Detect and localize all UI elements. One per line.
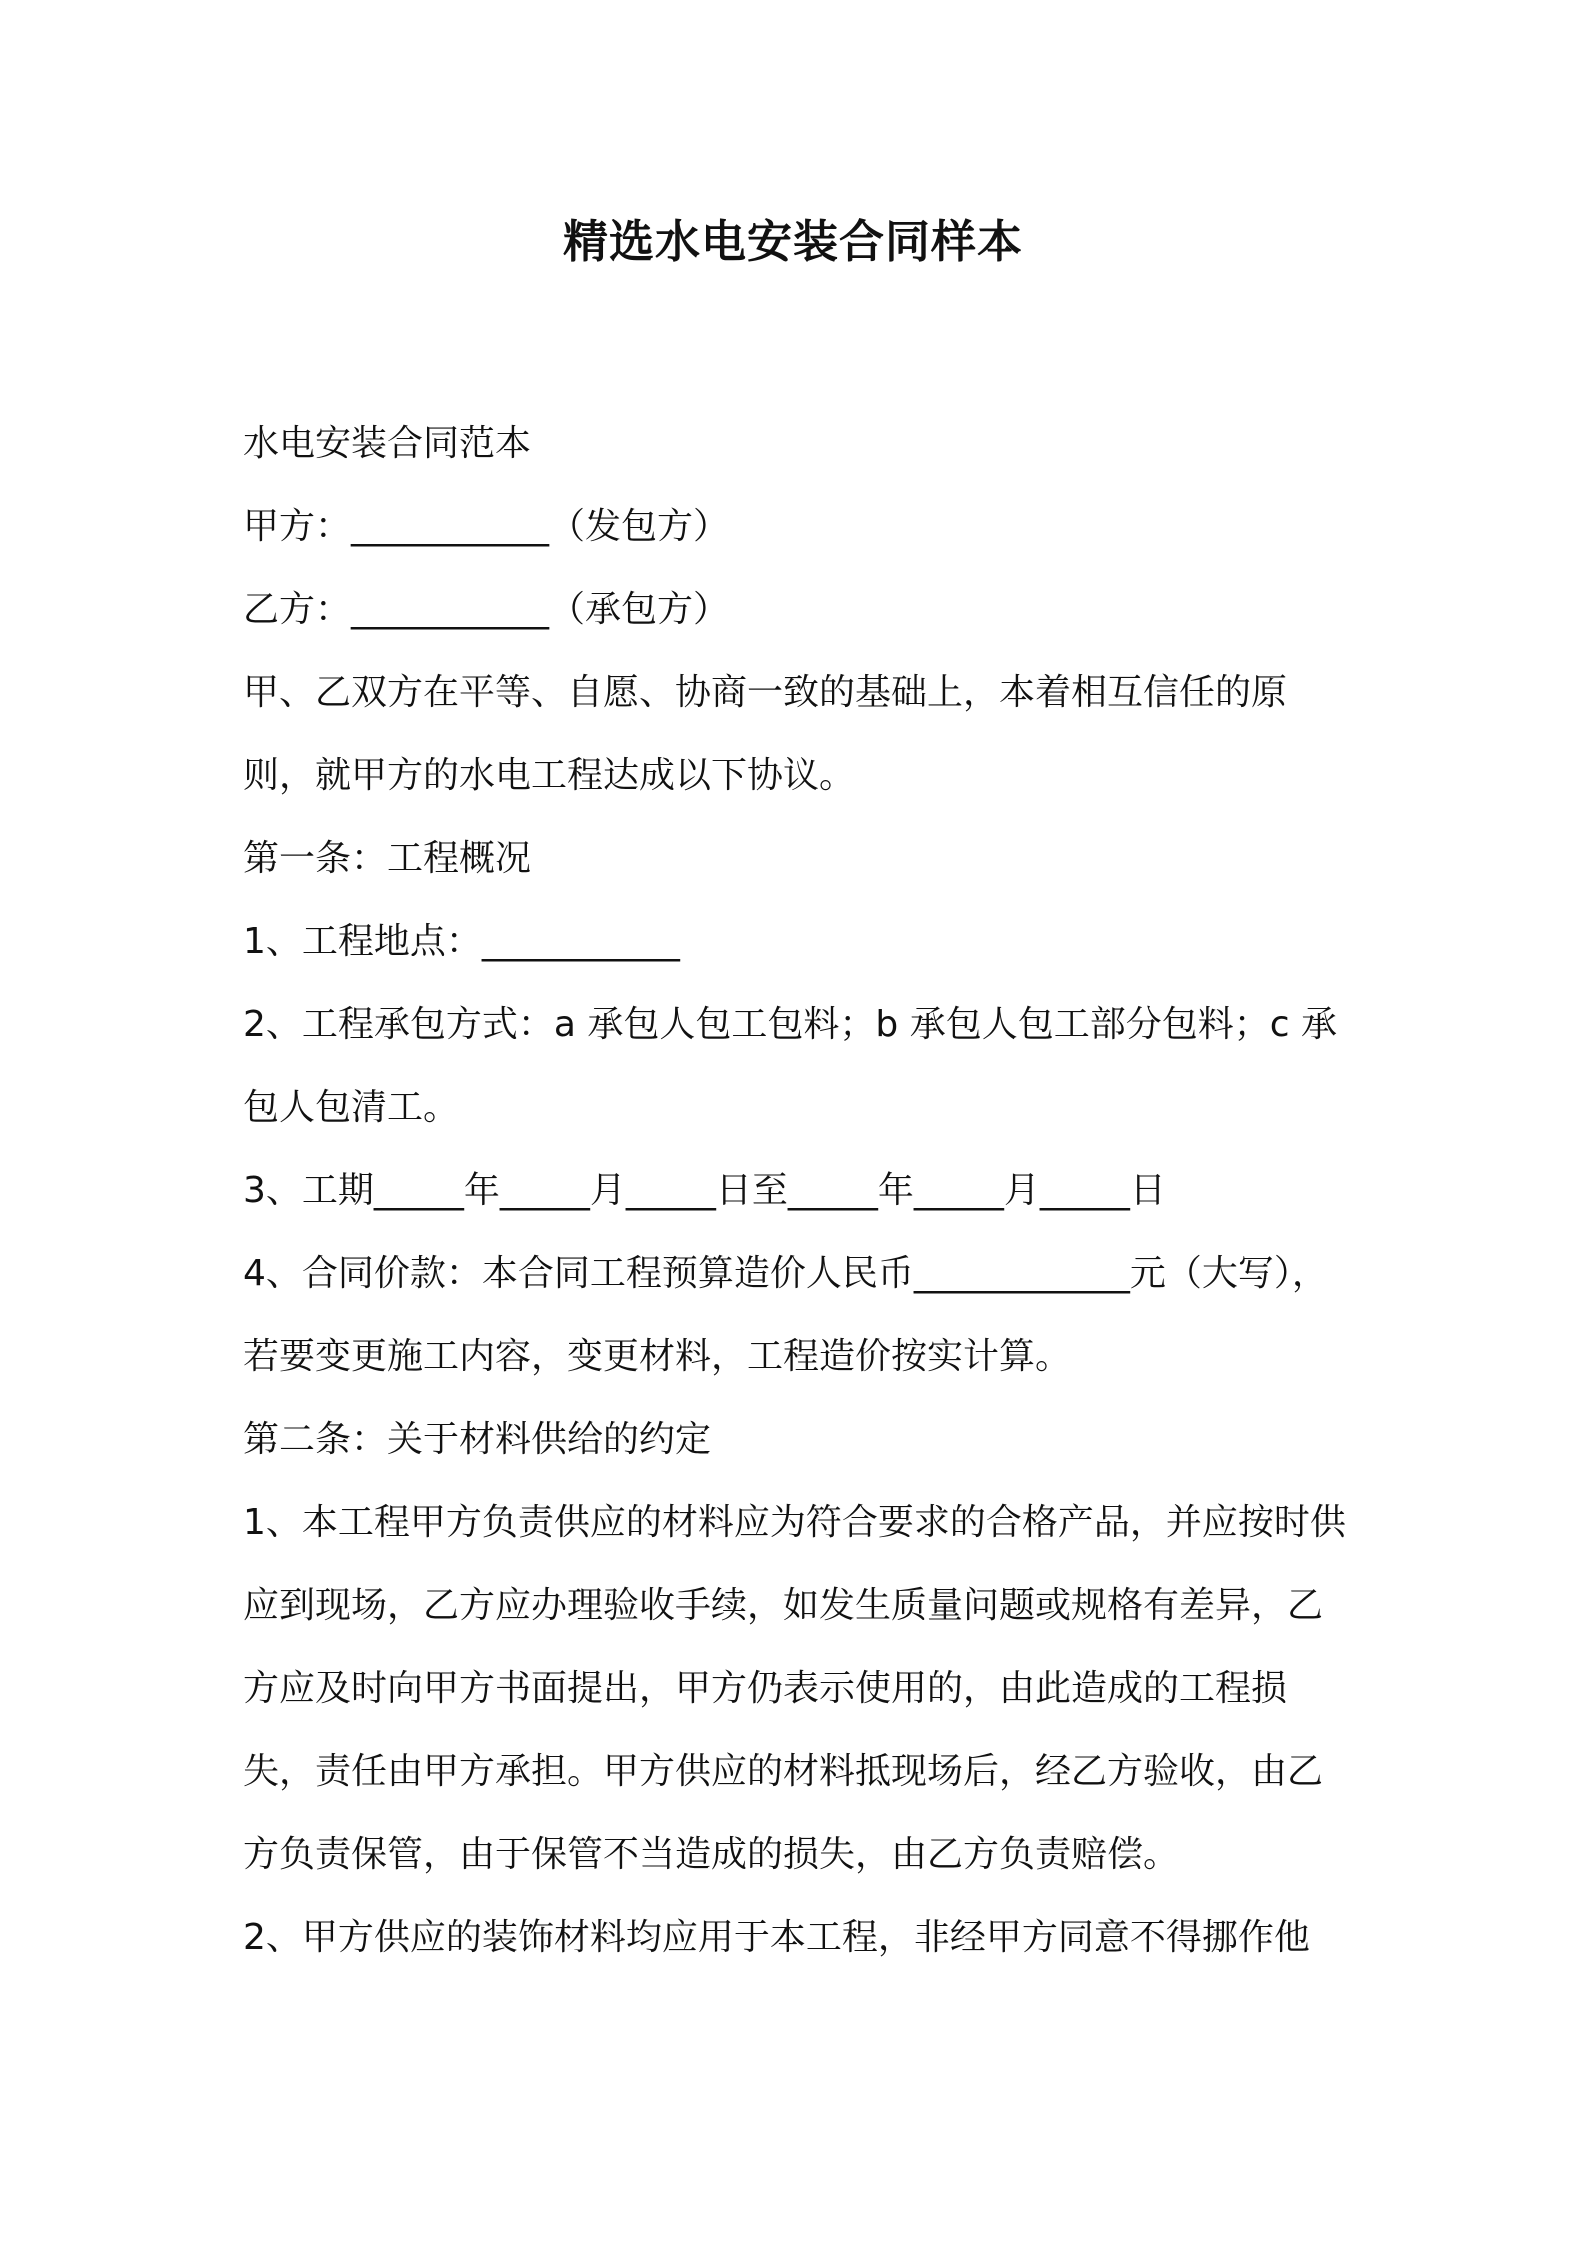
article-1-item-1: 1、工程地点：___________ — [243, 921, 680, 962]
article-1-item-4: 4、合同价款：本合同工程预算造价人民币____________元（大写），若要变更施工内容，变更材料，工程造价按实计算。 — [243, 1253, 1328, 1377]
article-2-item-2: 2、甲方供应的装饰材料均应用于本工程，非经甲方同意不得挪作他 — [243, 1917, 1310, 1958]
article-1-heading: 第一条：工程概况 — [243, 838, 532, 879]
document-title: 精选水电安装合同样本 — [562, 215, 1023, 268]
article-1-item-3: 3、工期_____年_____月_____日至_____年_____月_____日 — [243, 1170, 1166, 1211]
document-body — [243, 402, 1355, 1979]
article-2-heading: 第二条：关于材料供给的约定 — [243, 1419, 712, 1460]
party-a-line: 甲方：___________（发包方） — [243, 506, 730, 547]
preamble-paragraph: 甲、乙双方在平等、自愿、协商一致的基础上，本着相互信任的原则，就甲方的水电工程达成以下协议。 — [243, 672, 1288, 796]
article-2-item-1: 1、本工程甲方负责供应的材料应为符合要求的合格产品，并应按时供应到现场，乙方应办理验收手续，如发生质量问题或规格有差异，乙方应及时向甲方书面提出，甲方仍表示使用的，由此造成的工程损失，责任由甲方承担。甲方供应的材料抵现场后，经乙方验收，由乙方负责保管，由于保管不当造成的损失，由乙方负责赔偿。 — [243, 1502, 1346, 1875]
article-1-item-2: 2、工程承包方式：a 承包人包工包料；b 承包人包工部分包料；c 承包人包清工。 — [243, 1004, 1337, 1128]
subtitle-paragraph: 水电安装合同范本 — [243, 423, 532, 464]
party-b-line: 乙方：___________（承包方） — [243, 589, 730, 630]
